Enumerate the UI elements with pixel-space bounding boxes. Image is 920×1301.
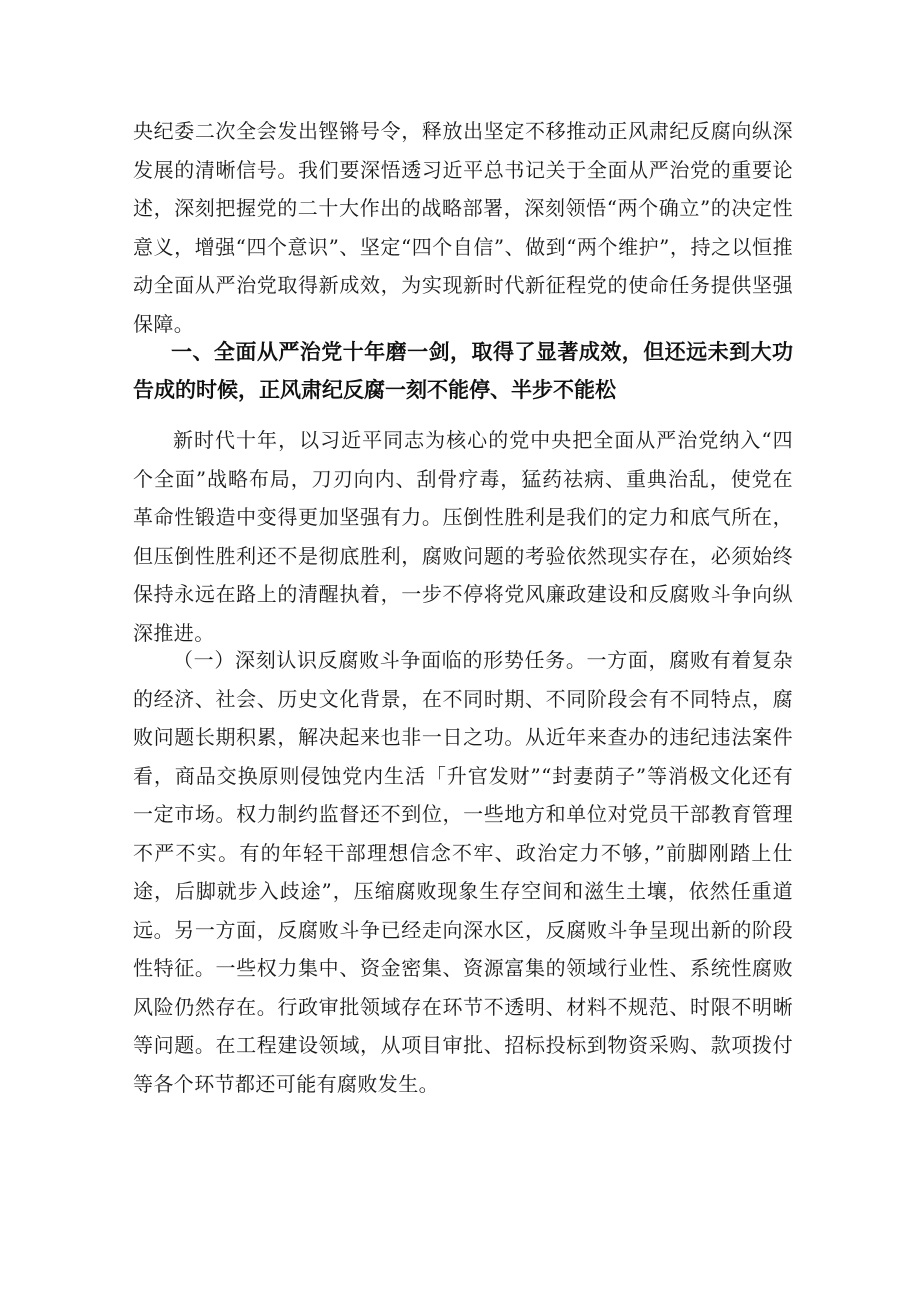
paragraph-1: 央纪委二次全会发出铿锵号令，释放出坚定不移推动正风肃纪反腐向纵深发展的清晰信号。我们要深悟透习近平总书记关于全面从严治党的重要论述，深刻把握党的二十大作出的战略部署，深刻领悟“两个确立”的决定性意义，增强“四个意识”、坚定“四个自信”、做到“两个维护”，持之以恒推动全面从严治党取得新成效，为实现新时代新征程党的使命任务提供坚强保障。	[133, 119, 793, 336]
section-heading-1: 一、全面从严治党十年磨一剑，取得了显著成效，但还远未到大功告成的时候，正风肃纪反腐一刻不能停、半步不能松	[133, 340, 793, 402]
paragraph-2: 新时代十年，以习近平同志为核心的党中央把全面从严治党纳入“四个全面”战略布局，刀刃向内、刮骨疗毒，猛药祛病、重典治乱，使党在革命性锻造中变得更加坚强有力。压倒性胜利是我们的定力和底气所在，但压倒性胜利还不是彻底胜利，腐败问题的考验依然现实存在，必须始终保持永远在路上的清醒执着，一步不停将党风廉政建设和反腐败斗争向纵深推进。	[133, 428, 793, 645]
paragraph-3: （一）深刻认识反腐败斗争面临的形势任务。一方面，腐败有着复杂的经济、社会、历史文化背景，在不同时期、不同阶段会有不同特点，腐败问题长期积累，解决起来也非一日之功。从近年来查办的违纪违法案件看，商品交换原则侵蚀党内生活「升官发财”“封妻荫子”等消极文化还有一定市场。权力制约监督还不到位，一些地方和单位对党员干部教育管理不严不实。有的年轻干部理想信念不牢、政治定力不够，”前脚刚踏上仕途，后脚就步入歧途”，压缩腐败现象生存空间和滋生土壤，依然任重道远。另一方面，反腐败斗争已经走向深水区，反腐败斗争呈现出新的阶段性特征。一些权力集中、资金密集、资源富集的领域行业性、系统性腐败风险仍然存在。行政审批领域存在环节不透明、材料不规范、时限不明晰等问题。在工程建设领域，从项目审批、招标投标到物资采购、款项拨付等各个环节都还可能有腐败发生。	[133, 648, 793, 1096]
